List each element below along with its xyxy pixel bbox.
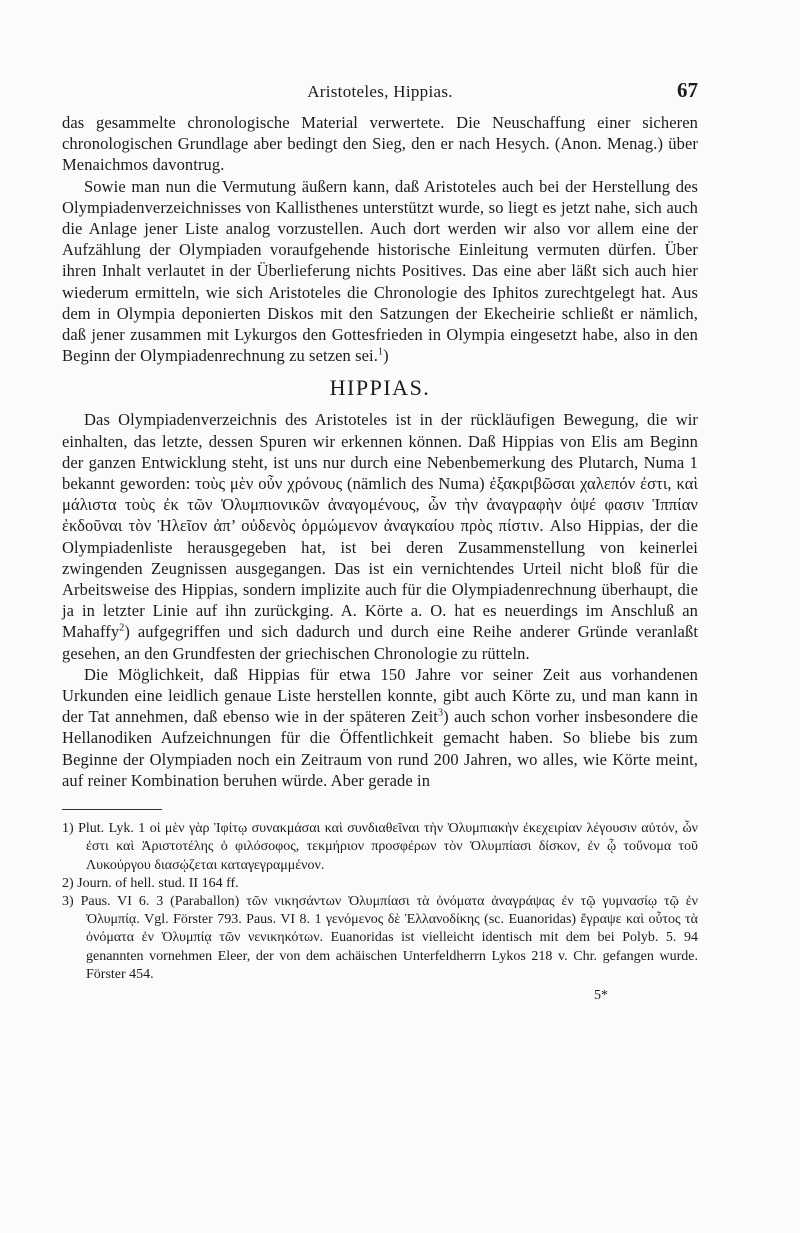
paragraph-3-text-b: ) aufgegriffen und sich dadurch und durch eine Reihe anderer Gründe veranlaßt gesehen, an den Grundfesten der griechischen Chronologie zu rütteln. — [62, 622, 698, 663]
footnote-1: 1) Plut. Lyk. 1 οἱ μὲν γὰρ Ἰφίτῳ συνακμάσαι καὶ συνδιαθεῖναι τὴν Ὀλυμπιακὴν ἐκεχειρίαν λέγουσιν αὐτόν, ὧν ἐστι καὶ Ἀριστοτέλης ὁ φιλόσοφος, τεκμήριον προσφέρων τὸν Ὀλυμπίασι δίσκον, ἐν ᾧ τοὔνομα τοῦ Λυκούργου διασῴζεται καταγεγραμμένον. — [62, 821, 698, 873]
paragraph-2-text: Sowie man nun die Vermutung äußern kann, daß Aristoteles auch bei der Herstellung des Olympiadenverzeichnisses von Kallisthenes unterstützt wurde, so liegt es jetzt nahe, sich auch die Anlage jener Liste analog vorzustellen. Auch dort werden wir also vor allem eine der Aufzählung der Olympiaden voraufgehende historische Einleitung vermuten dürfen. Über ihren Inhalt verlautet in der Überlieferung nichts Positives. Das eine aber läßt sich auch hier wiederum ermitteln, wie sich Aristoteles die Chronologie des Iphitos zurechtgelegt hat. Aus dem in Olympia deponierten Diskos mit den Satzungen der Ekecheirie schließt er nämlich, daß jener zusammen mit Lykurgos den Gottesfrieden in Olympia eingesetzt habe, also in den Beginn der Olympiadenrechnung zu setzen sei. — [62, 176, 698, 366]
section-heading: HIPPIAS. — [329, 375, 431, 401]
paragraph-2 — [62, 176, 698, 367]
footnote-3: 3) Paus. VI 6. 3 (Paraballon) τῶν νικησάντων Ὀλυμπίασι τὰ ὀνόματα ἀναγράψας ἐν τῷ γυμνασίῳ τῷ ἐν Ὀλυμπίᾳ. Vgl. Förster 793. Paus. VI 8. 1 γενόμενος δὲ Ἑλλανοδίκης (sc. Euanoridas) ἔγραψε καὶ οὗτος τὰ ὀνόματα ἐν Ὀλυμπίᾳ τῶν νενικηκότων. Euanoridas ist vielleicht identisch mit dem bei Polyb. 5. 94 genannten vornehmen Eleer, der von dem achäischen Unterfeldherrn Lykos 218 v. Chr. gefangen wurde. Förster 454. — [62, 893, 698, 982]
page-header — [62, 78, 698, 112]
signature-mark: 5* — [594, 987, 608, 1003]
paragraph-3-text-a: Das Olympiadenverzeichnis des Aristoteles ist in der rückläufigen Bewegung, die wir einhalten, das letzte, dessen Spuren wir erkennen können. Daß Hippias von Elis am Beginn der ganzen Entwicklung steht, ist uns nur durch eine Nebenbemerkung des Plutarch, Numa 1 bekannt geworden: τοὺς μὲν οὖν χρόνους (nämlich des Numa) ἐξακριβῶσαι χαλεπόν ἐστι, καὶ μάλιστα τοὺς ἐκ τῶν Ὀλυμπιονικῶν ἀναγομένους, ὧν τὴν ἀναγραφὴν ὀψέ φασιν Ἱππίαν ἐκδοῦναι τὸν Ἠλεῖον ἀπ’ οὐδενὸς ὁρμώμενον ἀναγκαίου πρὸς πίστιν. Also Hippias, der die Olympiadenliste herausgegeben hat, ist bei deren Zusammenstellung von keinerlei zwingenden Zeugnissen ausgegangen. Das ist ein vernichtendes Urteil nicht bloß für die Arbeitsweise des Hippias, sondern implizite auch für die Olympiadenrechnung überhaupt, die ja in letzter Linie auf ihn zurückging. A. Körte a. O. hat es neuerdings im Anschluß an Mahaffy — [62, 410, 698, 642]
paragraph-2-end: ) — [383, 346, 389, 366]
footnote-ref-3: 3 — [437, 707, 444, 719]
paragraph-3 — [62, 409, 698, 663]
paragraph-4-text-a: Die Möglichkeit, daß Hippias für etwa 150 Jahre vor seiner Zeit aus vorhandenen Urkunden eine leidlich genaue Liste herstellen konnte, gibt auch Körte zu, und man kann in der Tat annehmen, daß ebenso wie in der späteren Zeit — [62, 664, 698, 727]
footnote-ref-1: 1 — [377, 346, 384, 358]
paragraph-4 — [62, 664, 698, 791]
book-page — [62, 78, 698, 1004]
footnote-divider — [62, 809, 162, 810]
paragraph-4-text-b: ) auch schon vorher insbesondere die Hellanodiken Aufzeichnungen für die Öffentlichkeit gemacht haben. So bliebe bis zum Beginne der Olympiaden noch ein Zeitraum von rund 200 Jahren, wo alles, wie Körte meint, auf reiner Kombination beruhen würde. Aber gerade in — [62, 707, 698, 790]
footnote-2: 2) Journ. of hell. stud. II 164 ff. — [62, 875, 239, 891]
paragraph-1: das gesammelte chronologische Material verwertete. Die Neuschaffung einer sicheren chronologischen Grundlage aber bedingt den Sieg, den er nach Hesych. (Anon. Menag.) über Menaichmos davontrug. — [62, 113, 698, 175]
running-title: Aristoteles, Hippias. — [307, 82, 453, 101]
footnotes — [62, 820, 698, 984]
footnote-ref-2: 2 — [119, 622, 125, 634]
page-number: 67 — [677, 78, 698, 102]
body-text — [62, 112, 698, 791]
